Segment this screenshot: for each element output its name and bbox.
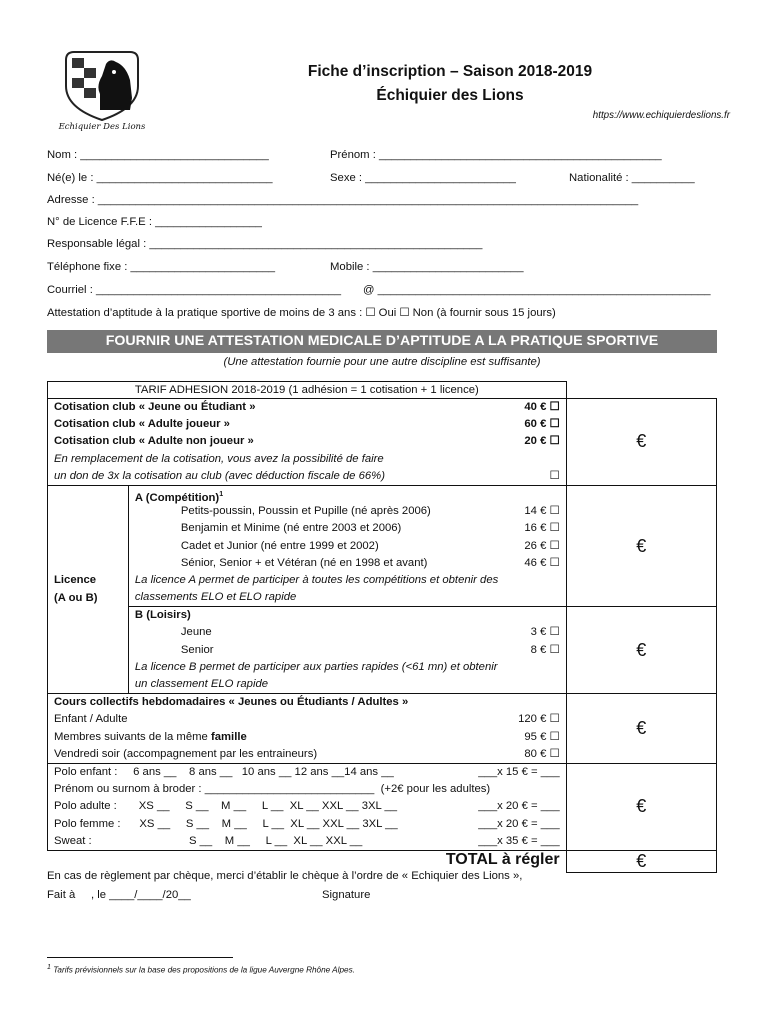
polo-femme[interactable]: Polo femme : XS __ S __ M __ L __ XL __ XXL __ 3XL __ ___x 20 € = ___	[54, 817, 560, 830]
table-header-row	[48, 382, 717, 399]
table-header: TARIF ADHESION 2018-2019 (1 adhésion = 1 cotisation + 1 licence)	[48, 382, 567, 399]
telephone-field[interactable]: Téléphone fixe : _______________________	[47, 261, 276, 273]
licence-b-note1: La licence B permet de participer aux parties rapides (<61 mn) et obtenir	[134, 660, 498, 673]
row-licence	[47, 216, 717, 232]
courriel-field[interactable]: Courriel : _______________________________________	[47, 284, 341, 296]
licence-b-note2: un classement ELO rapide	[134, 678, 269, 690]
cours-row	[48, 694, 717, 764]
don-option[interactable]: un don de 3x la cotisation au club (avec déduction fiscale de 66%) ☐	[54, 469, 560, 482]
logo-caption: Echiquier Des Lions	[58, 122, 146, 132]
tarif-table	[47, 381, 717, 873]
row-courriel	[47, 284, 717, 300]
licence-a-option[interactable]: Cadet et Junior (né entre 1999 et 2002) 26 € ☐	[180, 539, 560, 552]
cours-option[interactable]: Membres suivants de la même famille 95 € ☐	[54, 730, 560, 743]
footnote: $^1$ Tarifs prévisionnels sur la base des propositions de la ligue Auvergne Rhône Alpes.	[47, 964, 355, 975]
cours-option[interactable]: Vendredi soir (accompagnement par les entraineurs) 80 € ☐	[54, 747, 560, 760]
cotisation-cell	[48, 399, 567, 486]
medical-banner: FOURNIR UNE ATTESTATION MEDICALE D’APTITUDE A LA PRATIQUE SPORTIVE	[47, 330, 717, 353]
responsable-field[interactable]: Responsable légal : _____________________________________________________	[47, 238, 483, 250]
cotisation-total-euro: €	[566, 399, 716, 486]
adresse-field[interactable]: Adresse : ______________________________________________________________________________________	[47, 194, 639, 206]
page-subtitle: Échiquier des Lions	[376, 87, 524, 104]
licence-b-option[interactable]: Jeune 3 € ☐	[180, 626, 560, 639]
courriel-domain-field[interactable]: @ _____________________________________________________	[363, 284, 711, 296]
polo-broderie[interactable]: Prénom ou surnom à broder : ___________________________ (+2€ pour les adultes)	[54, 783, 491, 796]
nationalite-field[interactable]: Nationalité : __________	[569, 172, 695, 184]
licence-label-cell	[48, 485, 129, 693]
licence-b-option[interactable]: Senior 8 € ☐	[180, 643, 560, 656]
row-nom-prenom	[47, 149, 717, 165]
row-responsable	[47, 238, 717, 254]
attestation-checkboxes[interactable]: Attestation d’aptitude à la pratique sportive de moins de 3 ans : ☐ Oui ☐ Non (à fournir sous 15 jours)	[47, 307, 556, 319]
licence-a-option[interactable]: Petits-poussin, Poussin et Pupille (né après 2006) 14 € ☐	[180, 505, 560, 518]
website-link[interactable]: https://www.echiquierdeslions.fr	[592, 110, 730, 121]
prenom-field[interactable]: Prénom : _____________________________________________	[330, 149, 662, 161]
polo-cell	[48, 763, 567, 850]
licence-b-cell	[128, 607, 566, 694]
row-adresse	[47, 194, 717, 210]
licence-label: Licence	[54, 574, 97, 587]
licence-b-title: B (Loisirs)	[134, 609, 191, 622]
licence-a-note1: La licence A permet de participer à toutes les compétitions et obtenir des	[134, 573, 499, 586]
fait-a-field[interactable]: Fait à , le ____/____/20__	[47, 889, 191, 901]
fait-a-line	[47, 889, 371, 901]
footnote-divider	[47, 957, 233, 958]
medical-banner-note: (Une attestation fournie pour une autre discipline est suffisante)	[223, 356, 541, 368]
cotisation-adulte-non-joueur[interactable]: Cotisation club « Adulte non joueur » 20 € ☐	[54, 435, 560, 448]
cotisation-row	[48, 399, 717, 486]
licence-label-sub: (A ou B)	[54, 591, 98, 604]
nom-field[interactable]: Nom : ______________________________	[47, 149, 269, 161]
sweat[interactable]: Sweat : S __ M __ L __ XL __ XXL __ ___x 35 € = ___	[54, 834, 560, 847]
shield-knight-icon	[46, 46, 158, 122]
cours-cell	[48, 694, 567, 764]
licence-b-total-euro: €	[566, 607, 716, 694]
club-logo	[46, 46, 158, 138]
header-blank	[566, 382, 716, 399]
cours-option[interactable]: Enfant / Adulte 120 € ☐	[54, 713, 560, 726]
don-note-line1: En remplacement de la cotisation, vous avez la possibilité de faire	[54, 452, 384, 465]
sexe-field[interactable]: Sexe : ________________________	[330, 172, 516, 184]
cours-title: Cours collectifs hebdomadaires « Jeunes ou Étudiants / Adultes »	[54, 696, 409, 709]
row-naissance	[47, 172, 717, 188]
cotisation-adulte-joueur[interactable]: Cotisation club « Adulte joueur » 60 € ☐	[54, 418, 560, 431]
page-title: Fiche d’inscription – Saison 2018-2019	[307, 63, 593, 80]
licence-a-row	[48, 485, 717, 606]
licence-a-title: A (Compétition)$^1$	[134, 490, 224, 504]
cours-total-euro: €	[566, 694, 716, 764]
row-telephone	[47, 261, 717, 277]
ne-le-field[interactable]: Né(e) le : ____________________________	[47, 172, 273, 184]
mobile-field[interactable]: Mobile : ________________________	[330, 261, 524, 273]
licence-a-total-euro: €	[566, 485, 716, 606]
licence-a-note2: classements ELO et ELO rapide	[134, 591, 297, 604]
polo-row	[48, 763, 717, 850]
polo-adulte[interactable]: Polo adulte : XS __ S __ M __ L __ XL __ XXL __ 3XL __ ___x 20 € = ___	[54, 800, 560, 813]
licence-b-row	[48, 607, 717, 694]
licence-a-option[interactable]: Benjamin et Minime (né entre 2003 et 2006) 16 € ☐	[180, 522, 560, 535]
signature-label: Signature	[322, 889, 371, 901]
polo-enfant[interactable]: Polo enfant : 6 ans __ 8 ans __ 10 ans __ 12 ans __14 ans __ ___x 15 € = ___	[54, 765, 560, 778]
cotisation-jeune[interactable]: Cotisation club « Jeune ou Étudiant » 40 € ☐	[54, 401, 560, 413]
licence-field[interactable]: N° de Licence F.F.E : _________________	[47, 216, 262, 228]
total-label: TOTAL à régler	[48, 850, 567, 872]
polo-total-euro: €	[566, 763, 716, 850]
total-euro: €	[566, 850, 716, 872]
licence-a-cell	[128, 485, 566, 606]
row-attestation	[47, 306, 717, 322]
licence-a-option[interactable]: Sénior, Senior + et Vétéran (né en 1998 et avant) 46 € ☐	[180, 556, 560, 569]
cheque-instructions: En cas de règlement par chèque, merci d’établir le chèque à l’ordre de « Echiquier des Lions »,	[47, 870, 523, 882]
